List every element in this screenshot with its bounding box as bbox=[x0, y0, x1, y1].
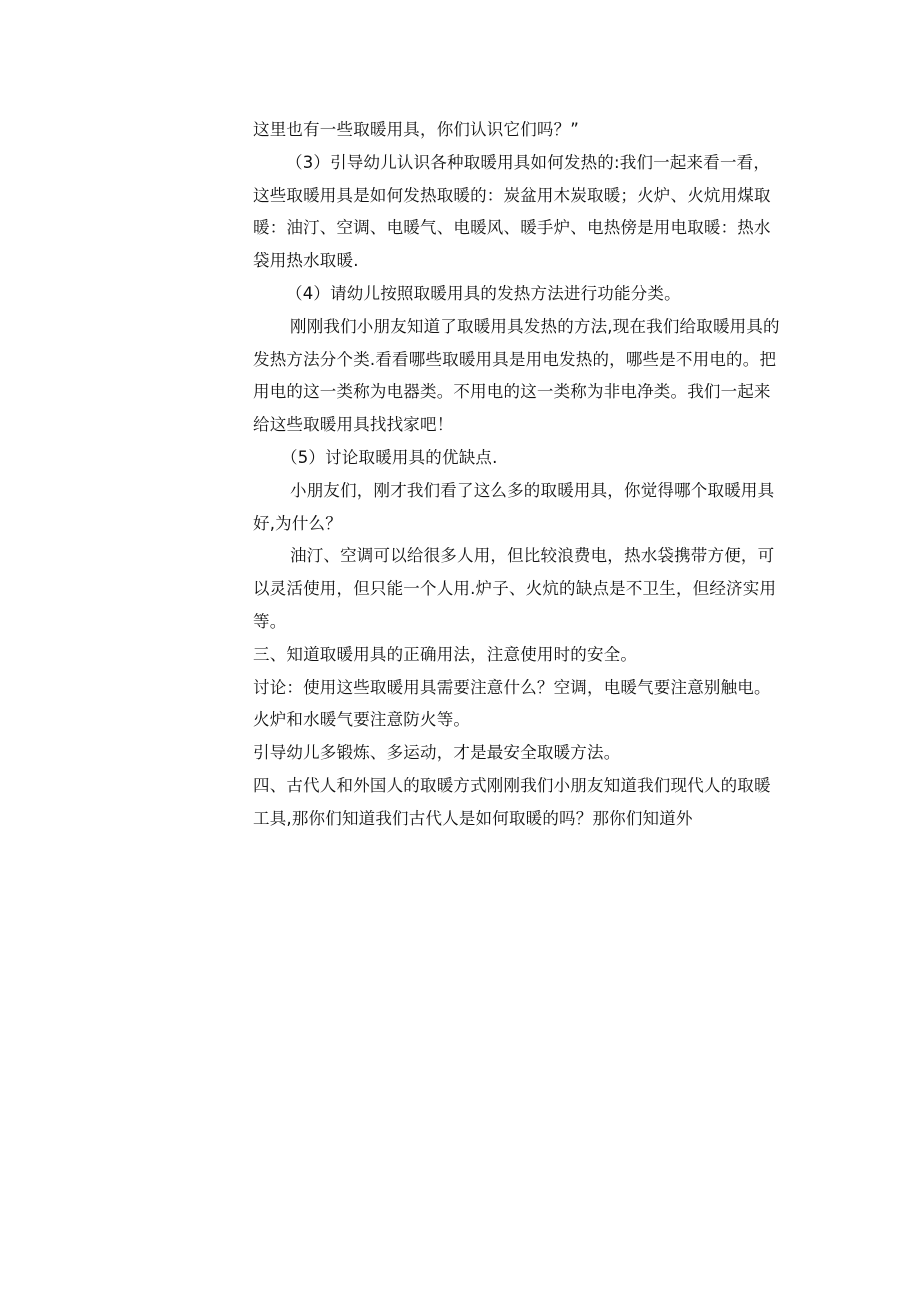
paragraph: （4）请幼儿按照取暖用具的发热方法进行功能分类。 bbox=[286, 283, 681, 303]
section-heading: 四、古代人和外国人的取暖方式刚刚我们小朋友知道我们现代人的取暖工具,那你们知道我们古代人是如何取暖的吗？那你们知道外 bbox=[253, 775, 771, 828]
paragraph: （5）讨论取暖用具的优缺点. bbox=[281, 447, 498, 467]
paragraph: 引导幼儿多锻炼、多运动，才是最安全取暖方法。 bbox=[253, 743, 621, 763]
paragraph: （3）引导幼儿认识各种取暖用具如何发热的:我们一起来看一看，这些取暖用具是如何发热取暖的：炭盆用木炭取暖；火炉、火炕用煤取暖：油汀、空调、电暖气、电暖风、暖手炉、电热傍是用电取暖：热水袋用热水取暖. bbox=[253, 152, 771, 271]
section-heading: 三、知道取暖用具的正确用法，注意使用时的安全。 bbox=[253, 644, 638, 664]
paragraph: 小朋友们，刚才我们看了这么多的取暖用具，你觉得哪个取暖用具好,为什么？ bbox=[253, 480, 775, 533]
paragraph: 油汀、空调可以给很多人用，但比较浪费电，热水袋携带方便，可以灵活使用，但只能一个人用.炉子、火炕的缺点是不卫生，但经济实用等。 bbox=[253, 546, 777, 631]
document-body bbox=[253, 114, 783, 836]
paragraph: 这里也有一些取暖用具，你们认识它们吗？” bbox=[253, 120, 580, 139]
paragraph: 讨论：使用这些取暖用具需要注意什么？空调，电暖气要注意别触电。火炉和水暖气要注意防火等。 bbox=[253, 677, 771, 730]
paragraph: 刚刚我们小朋友知道了取暖用具发热的方法,现在我们给取暖用具的发热方法分个类.看看哪些取暖用具是用电发热的，哪些是不用电的。把用电的这一类称为电器类。不用电的这一类称为非电净类。我们一起来给这些取暖用具找找家吧！ bbox=[253, 316, 780, 435]
